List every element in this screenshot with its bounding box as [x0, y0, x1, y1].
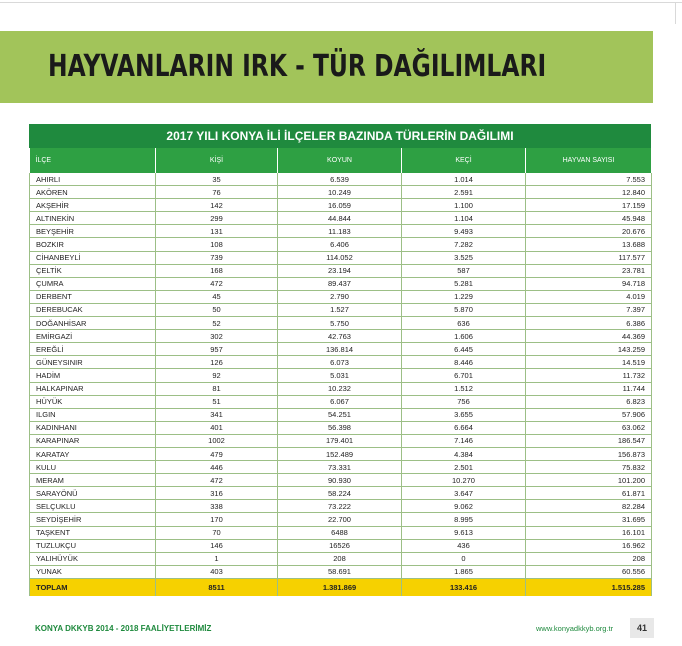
cell-kisi: 299 [156, 212, 278, 225]
cell-koyun: 1.527 [278, 303, 402, 316]
cell-ilce: HADİM [30, 369, 156, 382]
cell-ilce: YUNAK [30, 565, 156, 578]
cell-hayvan-sayisi: 186.547 [526, 434, 652, 447]
cell-hayvan-sayisi: 6.386 [526, 317, 652, 330]
table-row [30, 343, 652, 356]
cell-hayvan-sayisi: 156.873 [526, 447, 652, 460]
total-row [30, 578, 652, 596]
header-keci: KEÇİ [402, 148, 526, 173]
cell-keci: 1.606 [402, 330, 526, 343]
cell-kisi: 472 [156, 277, 278, 290]
cell-hayvan-sayisi: 20.676 [526, 225, 652, 238]
cell-koyun: 73.222 [278, 500, 402, 513]
cell-ilce: DERBENT [30, 290, 156, 303]
cell-keci: 6.445 [402, 343, 526, 356]
cell-koyun: 6.539 [278, 173, 402, 186]
cell-hayvan-sayisi: 31.695 [526, 513, 652, 526]
table-row [30, 173, 652, 186]
table-row [30, 277, 652, 290]
cell-ilce: DOĞANHİSAR [30, 317, 156, 330]
title-band [0, 31, 653, 103]
cell-keci: 10.270 [402, 474, 526, 487]
total-cell-kisi: 8511 [156, 578, 278, 596]
cell-keci: 436 [402, 539, 526, 552]
table-row [30, 199, 652, 212]
table-row [30, 212, 652, 225]
cell-kisi: 70 [156, 526, 278, 539]
table-row [30, 264, 652, 277]
cell-keci: 3.655 [402, 408, 526, 421]
cell-keci: 9.493 [402, 225, 526, 238]
table-body [30, 173, 652, 596]
cell-hayvan-sayisi: 14.519 [526, 356, 652, 369]
cell-ilce: YALIHÜYÜK [30, 552, 156, 565]
cell-hayvan-sayisi: 17.159 [526, 199, 652, 212]
table-row [30, 303, 652, 316]
cell-kisi: 50 [156, 303, 278, 316]
cell-koyun: 179.401 [278, 434, 402, 447]
cell-hayvan-sayisi: 208 [526, 552, 652, 565]
cell-koyun: 58.224 [278, 487, 402, 500]
cell-ilce: AKÖREN [30, 186, 156, 199]
table-title: 2017 YILI KONYA İLİ İLÇELER BAZINDA TÜRLERİN DAĞILIMI [29, 124, 651, 148]
table-row [30, 225, 652, 238]
cell-koyun: 152.489 [278, 447, 402, 460]
cell-koyun: 42.763 [278, 330, 402, 343]
cell-koyun: 11.183 [278, 225, 402, 238]
cell-koyun: 5.750 [278, 317, 402, 330]
cell-keci: 4.384 [402, 447, 526, 460]
cell-ilce: TUZLUKÇU [30, 539, 156, 552]
cell-hayvan-sayisi: 7.553 [526, 173, 652, 186]
cell-hayvan-sayisi: 94.718 [526, 277, 652, 290]
cell-kisi: 51 [156, 395, 278, 408]
cell-keci: 587 [402, 264, 526, 277]
cell-ilce: KARATAY [30, 447, 156, 460]
cell-koyun: 136.814 [278, 343, 402, 356]
table-row [30, 421, 652, 434]
cell-keci: 2.591 [402, 186, 526, 199]
total-cell-hayvan-sayisi: 1.515.285 [526, 578, 652, 596]
table-row [30, 251, 652, 264]
cell-kisi: 142 [156, 199, 278, 212]
cell-kisi: 45 [156, 290, 278, 303]
cell-koyun: 10.232 [278, 382, 402, 395]
cell-kisi: 126 [156, 356, 278, 369]
cell-koyun: 89.437 [278, 277, 402, 290]
cell-koyun: 2.790 [278, 290, 402, 303]
page-title: HAYVANLARIN IRK - TÜR DAĞILIMLARI [48, 49, 547, 84]
cell-kisi: 403 [156, 565, 278, 578]
cell-kisi: 81 [156, 382, 278, 395]
cell-ilce: KULU [30, 461, 156, 474]
distribution-table-wrapper [29, 124, 651, 596]
cell-kisi: 1002 [156, 434, 278, 447]
cell-ilce: DEREBUCAK [30, 303, 156, 316]
cell-hayvan-sayisi: 44.369 [526, 330, 652, 343]
cell-hayvan-sayisi: 16.962 [526, 539, 652, 552]
cell-koyun: 54.251 [278, 408, 402, 421]
cell-keci: 7.282 [402, 238, 526, 251]
cell-koyun: 23.194 [278, 264, 402, 277]
cell-kisi: 52 [156, 317, 278, 330]
cell-keci: 5.870 [402, 303, 526, 316]
cell-koyun: 114.052 [278, 251, 402, 264]
cell-hayvan-sayisi: 6.823 [526, 395, 652, 408]
cell-hayvan-sayisi: 12.840 [526, 186, 652, 199]
cell-ilce: KARAPINAR [30, 434, 156, 447]
table-row [30, 487, 652, 500]
cell-ilce: ALTINEKİN [30, 212, 156, 225]
distribution-table [29, 148, 652, 596]
cell-keci: 0 [402, 552, 526, 565]
cell-kisi: 338 [156, 500, 278, 513]
table-row [30, 290, 652, 303]
cell-ilce: CİHANBEYLİ [30, 251, 156, 264]
cell-keci: 1.512 [402, 382, 526, 395]
top-rule-vertical [675, 2, 676, 24]
table-row [30, 500, 652, 513]
cell-kisi: 472 [156, 474, 278, 487]
cell-keci: 3.525 [402, 251, 526, 264]
cell-ilce: ÇUMRA [30, 277, 156, 290]
total-cell-koyun: 1.381.869 [278, 578, 402, 596]
cell-keci: 9.613 [402, 526, 526, 539]
table-row [30, 461, 652, 474]
cell-kisi: 479 [156, 447, 278, 460]
cell-kisi: 35 [156, 173, 278, 186]
cell-koyun: 6.067 [278, 395, 402, 408]
table-row [30, 382, 652, 395]
table-row [30, 565, 652, 578]
table-row [30, 513, 652, 526]
cell-keci: 1.865 [402, 565, 526, 578]
table-row [30, 186, 652, 199]
cell-keci: 3.647 [402, 487, 526, 500]
cell-koyun: 10.249 [278, 186, 402, 199]
cell-keci: 1.229 [402, 290, 526, 303]
cell-ilce: EMİRGAZİ [30, 330, 156, 343]
cell-koyun: 16526 [278, 539, 402, 552]
cell-ilce: TAŞKENT [30, 526, 156, 539]
table-row [30, 369, 652, 382]
cell-keci: 6.664 [402, 421, 526, 434]
cell-koyun: 6.406 [278, 238, 402, 251]
cell-koyun: 208 [278, 552, 402, 565]
cell-ilce: BOZKIR [30, 238, 156, 251]
cell-koyun: 5.031 [278, 369, 402, 382]
cell-kisi: 146 [156, 539, 278, 552]
cell-keci: 9.062 [402, 500, 526, 513]
table-row [30, 474, 652, 487]
header-ilce: İLÇE [30, 148, 156, 173]
cell-ilce: BEYŞEHİR [30, 225, 156, 238]
cell-hayvan-sayisi: 63.062 [526, 421, 652, 434]
cell-kisi: 168 [156, 264, 278, 277]
header-kisi: KİŞİ [156, 148, 278, 173]
cell-keci: 2.501 [402, 461, 526, 474]
table-row [30, 317, 652, 330]
table-row [30, 526, 652, 539]
cell-keci: 6.701 [402, 369, 526, 382]
cell-kisi: 316 [156, 487, 278, 500]
cell-hayvan-sayisi: 82.284 [526, 500, 652, 513]
table-row [30, 434, 652, 447]
page-number: 41 [630, 618, 654, 638]
header-hayvan-sayisi: HAYVAN SAYISI [526, 148, 652, 173]
table-header-row [30, 148, 652, 173]
cell-keci: 7.146 [402, 434, 526, 447]
cell-keci: 1.104 [402, 212, 526, 225]
cell-keci: 1.100 [402, 199, 526, 212]
cell-keci: 5.281 [402, 277, 526, 290]
cell-keci: 636 [402, 317, 526, 330]
cell-kisi: 739 [156, 251, 278, 264]
cell-kisi: 92 [156, 369, 278, 382]
cell-koyun: 73.331 [278, 461, 402, 474]
cell-koyun: 6.073 [278, 356, 402, 369]
cell-koyun: 6488 [278, 526, 402, 539]
cell-hayvan-sayisi: 11.744 [526, 382, 652, 395]
table-row [30, 447, 652, 460]
cell-koyun: 90.930 [278, 474, 402, 487]
cell-ilce: ÇELTİK [30, 264, 156, 277]
cell-hayvan-sayisi: 7.397 [526, 303, 652, 316]
cell-koyun: 22.700 [278, 513, 402, 526]
cell-hayvan-sayisi: 13.688 [526, 238, 652, 251]
cell-hayvan-sayisi: 4.019 [526, 290, 652, 303]
cell-ilce: ILGIN [30, 408, 156, 421]
cell-koyun: 44.844 [278, 212, 402, 225]
cell-koyun: 56.398 [278, 421, 402, 434]
cell-ilce: GÜNEYSINIR [30, 356, 156, 369]
footer-website: www.konyadkkyb.org.tr [536, 624, 614, 633]
cell-ilce: HALKAPINAR [30, 382, 156, 395]
header-koyun: KOYUN [278, 148, 402, 173]
table-row [30, 395, 652, 408]
cell-hayvan-sayisi: 57.906 [526, 408, 652, 421]
cell-hayvan-sayisi: 75.832 [526, 461, 652, 474]
cell-kisi: 446 [156, 461, 278, 474]
cell-ilce: HÜYÜK [30, 395, 156, 408]
cell-ilce: SARAYÖNÜ [30, 487, 156, 500]
total-cell-keci: 133.416 [402, 578, 526, 596]
cell-kisi: 76 [156, 186, 278, 199]
cell-koyun: 58.691 [278, 565, 402, 578]
table-row [30, 539, 652, 552]
table-row [30, 238, 652, 251]
cell-hayvan-sayisi: 101.200 [526, 474, 652, 487]
top-rule [0, 2, 682, 3]
cell-kisi: 131 [156, 225, 278, 238]
cell-kisi: 401 [156, 421, 278, 434]
cell-ilce: SELÇUKLU [30, 500, 156, 513]
cell-kisi: 108 [156, 238, 278, 251]
table-row [30, 552, 652, 565]
cell-hayvan-sayisi: 60.556 [526, 565, 652, 578]
cell-keci: 8.446 [402, 356, 526, 369]
cell-kisi: 957 [156, 343, 278, 356]
cell-kisi: 302 [156, 330, 278, 343]
cell-hayvan-sayisi: 16.101 [526, 526, 652, 539]
cell-hayvan-sayisi: 11.732 [526, 369, 652, 382]
cell-keci: 756 [402, 395, 526, 408]
cell-hayvan-sayisi: 61.871 [526, 487, 652, 500]
cell-ilce: MERAM [30, 474, 156, 487]
cell-koyun: 16.059 [278, 199, 402, 212]
cell-hayvan-sayisi: 117.577 [526, 251, 652, 264]
table-row [30, 408, 652, 421]
cell-ilce: SEYDİŞEHİR [30, 513, 156, 526]
cell-ilce: AHIRLI [30, 173, 156, 186]
cell-kisi: 1 [156, 552, 278, 565]
cell-kisi: 170 [156, 513, 278, 526]
table-row [30, 356, 652, 369]
cell-kisi: 341 [156, 408, 278, 421]
cell-hayvan-sayisi: 45.948 [526, 212, 652, 225]
table-row [30, 330, 652, 343]
cell-ilce: KADINHANI [30, 421, 156, 434]
cell-keci: 1.014 [402, 173, 526, 186]
cell-hayvan-sayisi: 23.781 [526, 264, 652, 277]
footer-left-text: KONYA DKKYB 2014 - 2018 FAALİYETLERİMİZ [35, 624, 212, 633]
cell-hayvan-sayisi: 143.259 [526, 343, 652, 356]
cell-ilce: AKŞEHİR [30, 199, 156, 212]
total-cell-ilce: TOPLAM [30, 578, 156, 596]
cell-ilce: EREĞLİ [30, 343, 156, 356]
cell-keci: 8.995 [402, 513, 526, 526]
